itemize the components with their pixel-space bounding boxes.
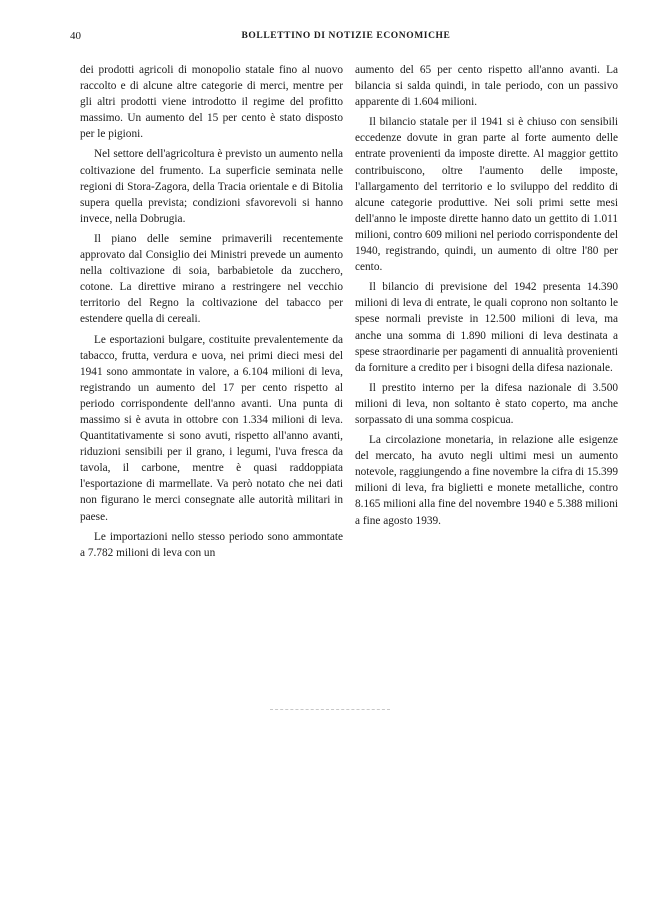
page-header (70, 28, 622, 48)
running-title: BOLLETTINO DI NOTIZIE ECONOMICHE (241, 31, 451, 41)
paragraph-left-3: Il piano delle semine primaverili recentemente approvato dal Consiglio dei Ministri prevede un aumento nella coltivazione di soia, barbabietole da zucchero, cotone. La direttive mirano a restringere nel vecchio territorio del Regno la coltivazione del tabacco per estendere quella di cereali. (80, 232, 343, 326)
paragraph-right-1: aumento del 65 per cento rispetto all'anno avanti. La bilancia si salda quindi, in tale periodo, con un passivo apparente di 1.604 milioni. (355, 64, 618, 109)
paragraph-left-5: Le importazioni nello stesso periodo sono ammontate a 7.782 milioni di leva con un (80, 530, 343, 559)
left-column (80, 62, 343, 565)
section-end-rule (270, 709, 390, 710)
paragraph-right-3: Il bilancio di previsione del 1942 presenta 14.390 milioni di leva di entrate, le quali coprono non soltanto le spese normali previste in 12.500 milioni di leva, ma anche una somma di 1.890 milioni di leva destinata a spese straordinarie per pagamenti di annualità provenienti da forniture a credito per i bisogni della difesa nazionale. (355, 281, 618, 374)
paragraph-right-5: La circolazione monetaria, in relazione alle esigenze del mercato, ha avuto negli ultimi mesi un aumento notevole, raggiungendo a fine novembre la cifra di 15.399 milioni di leva, fra biglietti e monete metalliche, contro 8.165 milioni alla fine del novembre 1940 e 5.388 milioni a fine agosto 1939. (355, 434, 618, 527)
paragraph-left-1: dei prodotti agricoli di monopolio statale fino al nuovo raccolto e di alcune altre categorie di merci, mentre per gli altri prodotti viene introdotto il regime del profitto massimo. Un aumento del 15 per cento è stato disposto per le pigioni. (80, 64, 343, 141)
paragraph-right-4: Il prestito interno per la difesa nazionale di 3.500 milioni di leva, non soltanto è stato coperto, ma anche sorpassato di una somma cospicua. (355, 381, 618, 426)
right-column (355, 62, 618, 533)
paragraph-left-4: Le esportazioni bulgare, costituite prevalentemente da tabacco, frutta, verdura e uova, nei primi dieci mesi del 1941 sono ammontate in valore, a 6.104 milioni di leva, registrando un aumento del 17 per cento rispetto al periodo corrispondente dell'anno avanti. Una punta di massimo si è avuta in ottobre con 1.334 milioni di leva. Quantitativamente si sono avuti, rispetto all'anno avanti, riduzioni sensibili per il grano, i legumi, l'uva fresca da tavola, il carbone, mentre è quasi raddoppiata l'esportazione di marmellate. Va però notato che nei dati non figurano le merci consegnate alle autorità militari in paese. (80, 333, 343, 523)
paragraph-left-2: Nel settore dell'agricoltura è previsto un aumento nella coltivazione del frumento. La superficie seminata nelle regioni di Stora-Zagora, della Tracia orientale e di Bitolia supera quella prevista; condizioni sfavorevoli si hanno invece, nella Dobrugia. (80, 148, 343, 225)
page-number: 40 (70, 30, 81, 42)
paragraph-right-2: Il bilancio statale per il 1941 si è chiuso con sensibili eccedenze dovute in gran parte al forte aumento delle entrate provenienti da imposte dirette. Al maggior gettito contribuiscono, oltre l'aumento delle imposte, l'allargamento del territorio e lo sviluppo del reddito di alcune categorie produttive. Nei soli primi sette mesi dell'anno le imposte dirette hanno dato un gettito di 1.011 milioni, contro 609 milioni nel periodo corrispondente del 1940, registrando, quindi, un aumento di oltre l'80 per cento. (355, 116, 618, 274)
